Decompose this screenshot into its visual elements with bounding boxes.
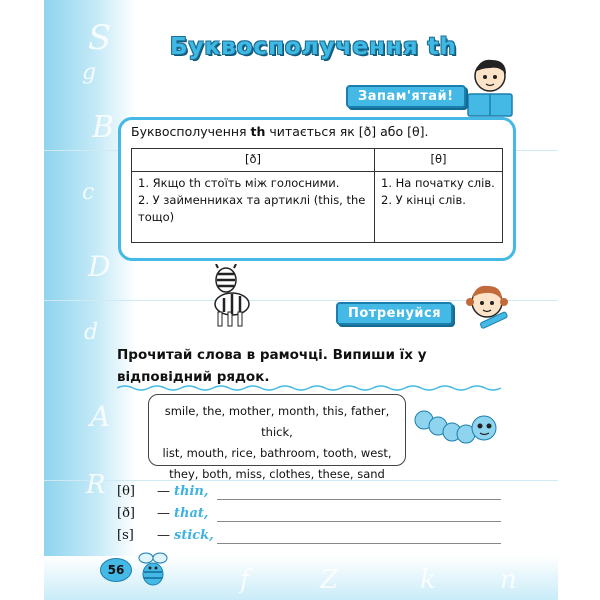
dash: — <box>157 506 170 521</box>
example-word: thin, <box>174 484 209 499</box>
decorative-letter: f <box>240 565 250 595</box>
decorative-letter: d <box>84 320 99 345</box>
table-cell-left <box>132 172 375 243</box>
rule-intro-prefix: Буквосполучення <box>131 124 247 139</box>
task-instruction: Прочитай слова в рамочці. Випиши їх у відповідний рядок. <box>117 347 427 385</box>
answer-line-theta <box>117 484 501 504</box>
wavy-divider <box>117 384 507 392</box>
answer-line-eth <box>117 506 501 526</box>
phonetics-table <box>131 148 503 243</box>
boy-reading-illustration <box>462 56 518 120</box>
word-box <box>148 394 406 481</box>
decorative-letter: B <box>92 110 115 145</box>
rule-intro <box>131 124 429 139</box>
rule-item: 2. У кінці слів. <box>381 193 466 207</box>
dash: — <box>157 484 170 499</box>
table-header: [θ] <box>375 149 503 172</box>
example-word: that, <box>174 506 209 521</box>
dash: — <box>157 528 170 543</box>
writing-line[interactable] <box>217 543 501 544</box>
decorative-letter: g <box>82 60 97 85</box>
zebra-illustration <box>204 264 256 330</box>
sound-symbol: [θ] <box>117 484 135 499</box>
rule-intro-suffix: читається як [ð] або [θ]. <box>269 124 429 139</box>
decorative-letter: c <box>82 180 95 205</box>
sound-symbol: [s] <box>117 528 134 543</box>
practice-label: Потренуйся <box>336 302 453 325</box>
rule-item: 1. На початку слів. <box>381 176 495 190</box>
rule-box <box>118 117 516 261</box>
decorative-letter: n <box>500 565 517 595</box>
writing-line[interactable] <box>217 521 501 522</box>
word-box-line: list, mouth, rice, bathroom, tooth, west, <box>162 446 392 460</box>
answer-line-s <box>117 528 501 548</box>
rule-intro-bold: th <box>250 124 266 139</box>
word-box-line: they, both, miss, clothes, these, sand <box>169 467 385 481</box>
rule-item: 2. У займенниках та артиклі (this, the тощо) <box>138 193 366 224</box>
bee-illustration <box>136 548 170 588</box>
decorative-letter: k <box>420 565 436 595</box>
word-box-line: smile, the, mother, month, this, father, thick, <box>164 404 390 439</box>
sound-symbol: [ð] <box>117 506 135 521</box>
girl-with-pencil-illustration <box>462 280 512 332</box>
table-cell-right <box>375 172 503 243</box>
page-number: 56 <box>100 558 132 582</box>
writing-line[interactable] <box>217 499 501 500</box>
page-title: Буквосполучення th <box>170 34 457 60</box>
rule-item: 1. Якщо th стоїть між голосними. <box>138 176 340 190</box>
caterpillar-illustration <box>412 402 502 452</box>
decorative-letter: D <box>88 250 111 283</box>
decorative-letter: S <box>88 18 112 58</box>
decorative-letter: R <box>86 470 106 500</box>
decorative-letter: A <box>90 400 111 433</box>
table-header: [ð] <box>132 149 375 172</box>
remember-label: Запам'ятай! <box>346 85 466 108</box>
decorative-letter: Z <box>320 565 339 595</box>
example-word: stick, <box>174 528 214 543</box>
